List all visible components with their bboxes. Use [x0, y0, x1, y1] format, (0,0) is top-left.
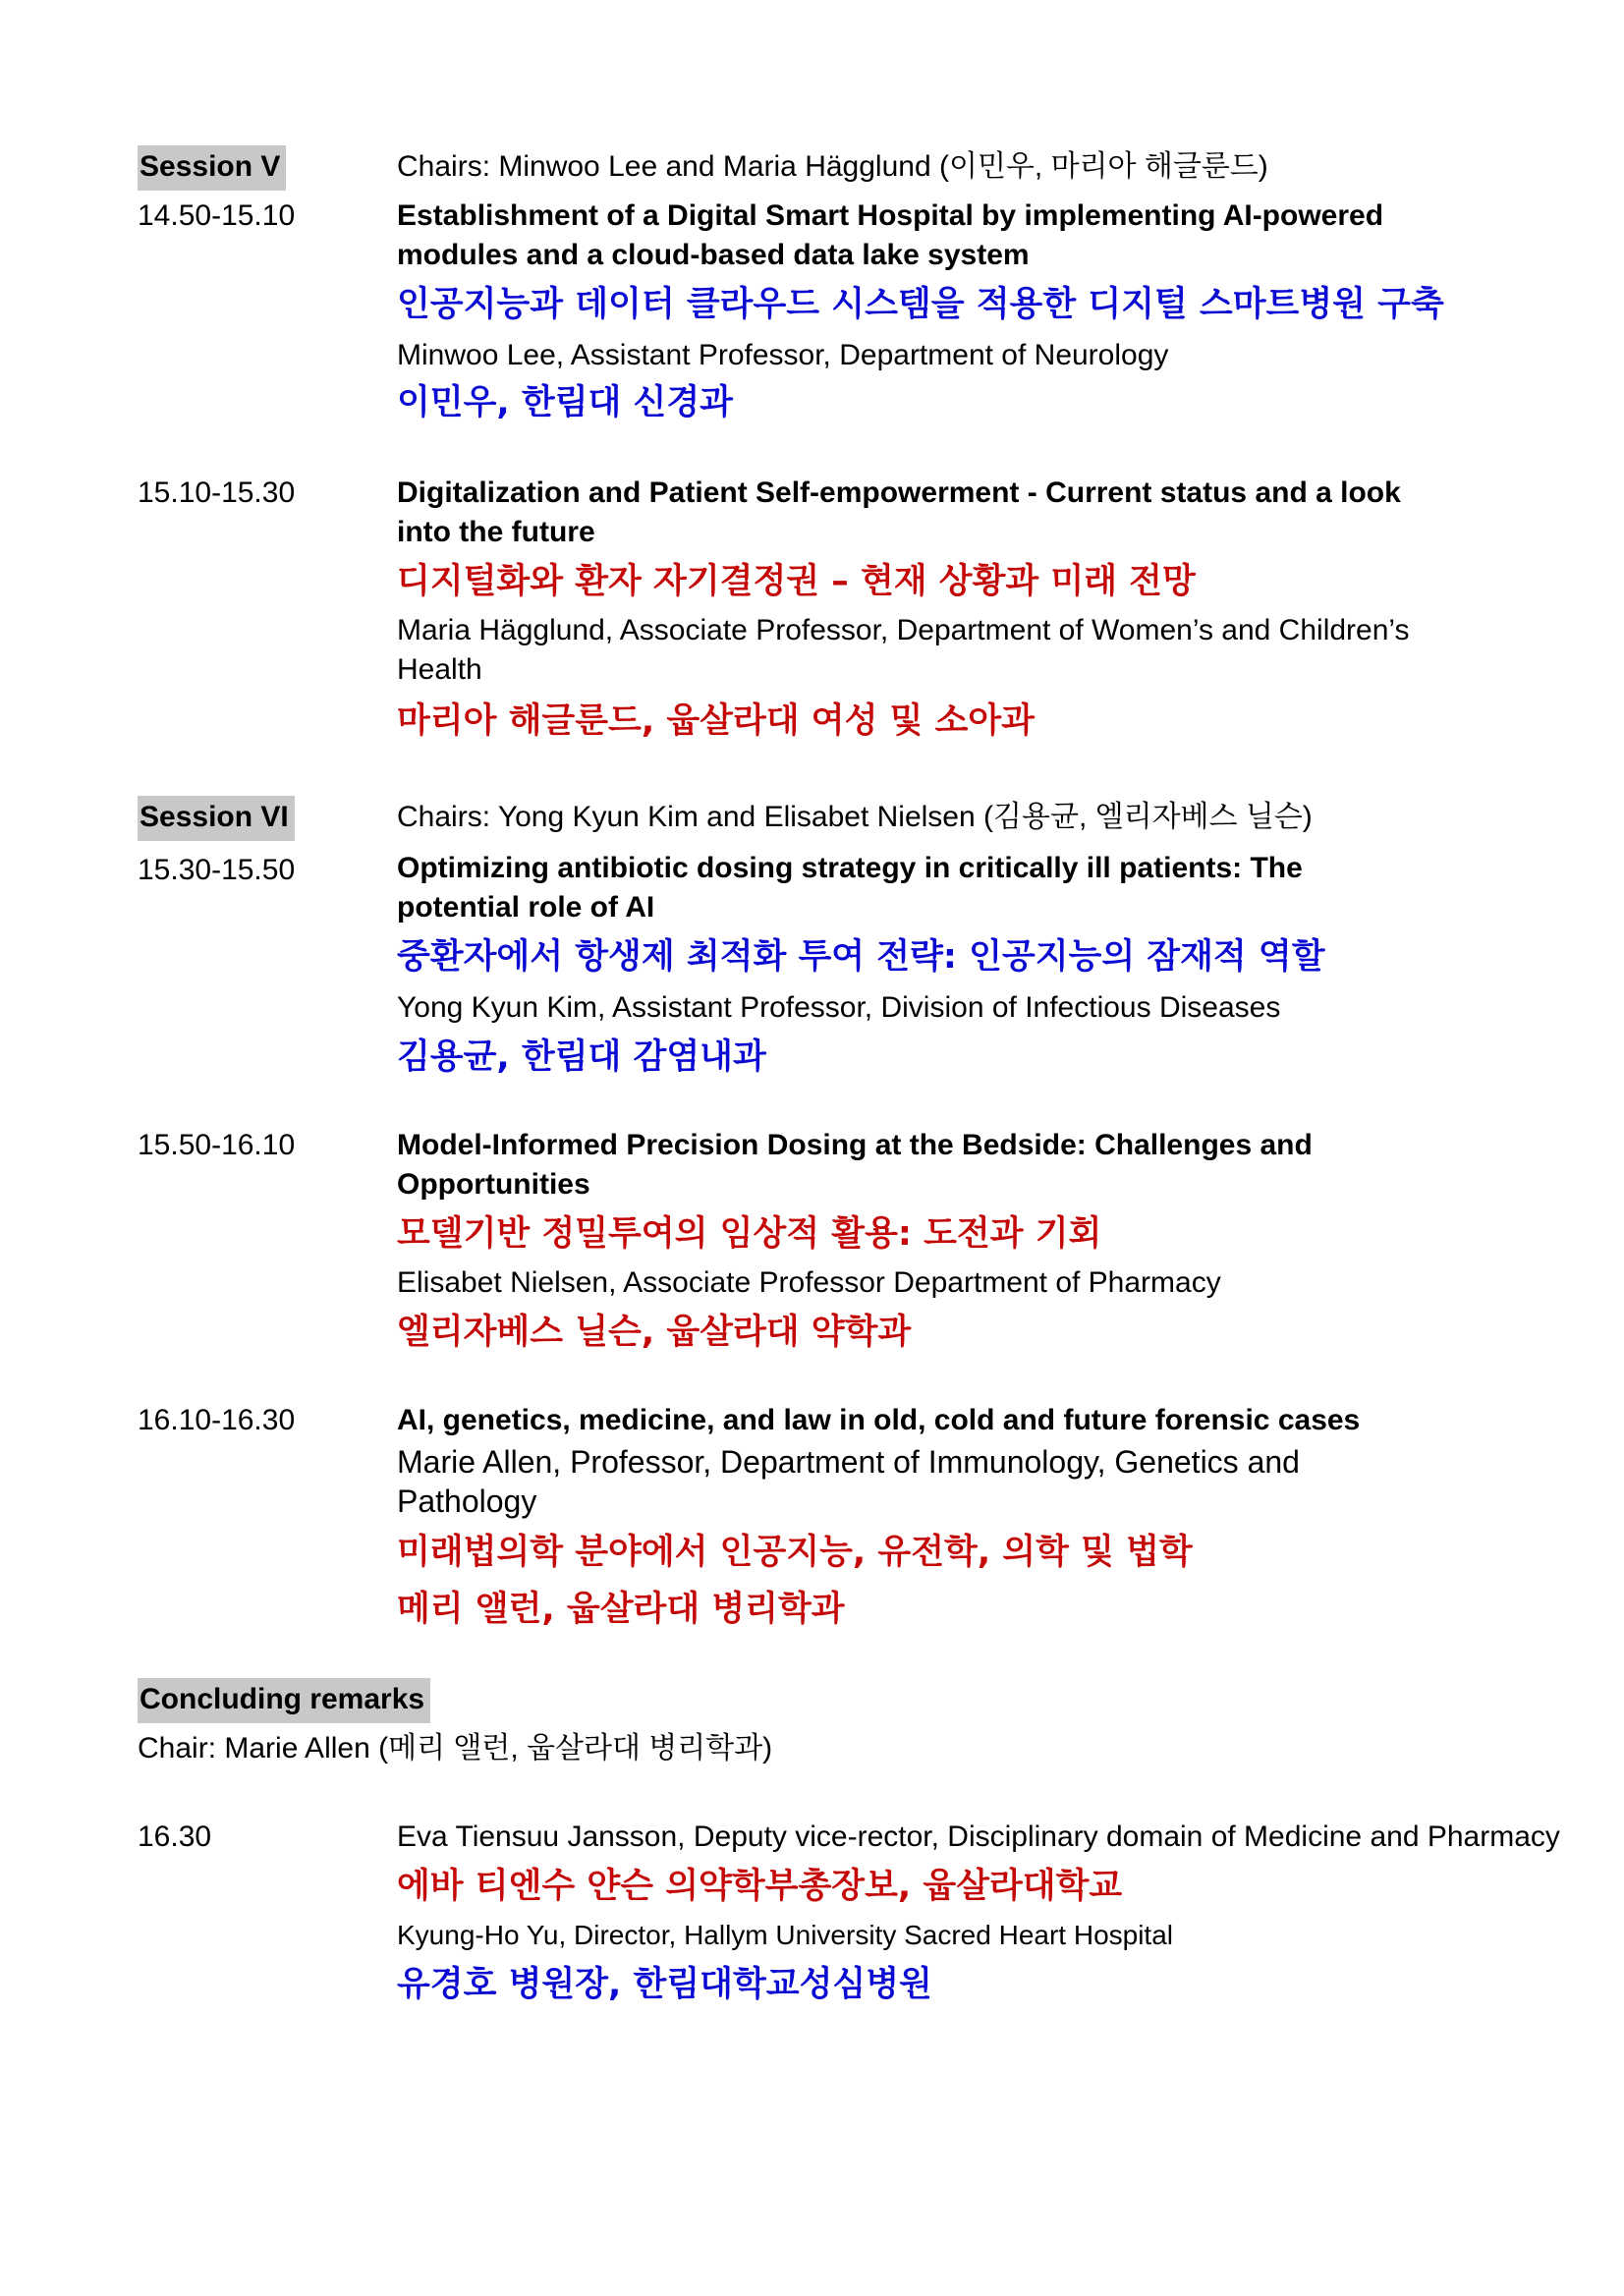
talk-3-title-kr: 중환자에서 항생제 최적화 투여 전략: 인공지능의 잠재적 역할 — [397, 937, 1325, 977]
talk-4-title-kr: 모델기반 정밀투여의 임상적 활용: 도전과 기회 — [397, 1214, 1102, 1254]
talk-5-speaker-kr: 메리 앨런, 웁살라대 병리학과 — [397, 1590, 845, 1629]
talk-5-title-kr: 미래법의학 분야에서 인공지능, 유전학, 의학 및 법학 — [397, 1533, 1193, 1572]
talk-4-time: 15.50-16.10 — [138, 1129, 296, 1161]
talk-2-time: 15.10-15.30 — [138, 476, 296, 509]
talk-3-speaker-kr: 김용균, 한림대 감염내과 — [397, 1037, 766, 1077]
talk-4-speaker: Elisabet Nielsen, Associate Professor Department of Pharmacy — [397, 1266, 1221, 1299]
session-v-label: Session V — [138, 145, 286, 191]
talk-1-speaker-kr: 이민우, 한림대 신경과 — [397, 383, 733, 422]
talk-3-speaker: Yong Kyun Kim, Assistant Professor, Division of Infectious Diseases — [397, 991, 1281, 1024]
talk-4-title: Model-Informed Precision Dosing at the Bedside: Challenges and Opportunities — [397, 1129, 1313, 1201]
concluding-time: 16.30 — [138, 1820, 212, 1853]
session-v-chairs: Chairs: Minwoo Lee and Maria Hägglund (이민우, 마리아 해글룬드) — [397, 150, 1268, 183]
talk-5-time: 16.10-16.30 — [138, 1404, 296, 1436]
concluding-speaker-2-kr: 유경호 병원장, 한림대학교성심병원 — [397, 1965, 932, 2004]
talk-1-title: Establishment of a Digital Smart Hospital by implementing AI-powered modules and a cloud-based data lake system — [397, 199, 1384, 271]
session-vi-chairs: Chairs: Yong Kyun Kim and Elisabet Nielsen (김용균, 엘리자베스 닐슨) — [397, 801, 1313, 833]
concluding-speaker-1: Eva Tiensuu Jansson, Deputy vice-rector, Disciplinary domain of Medicine and Pharmacy — [397, 1820, 1560, 1853]
session-vi-label: Session VI — [138, 796, 295, 841]
concluding-remarks-label: Concluding remarks — [138, 1678, 430, 1723]
talk-2-title: Digitalization and Patient Self-empowerment - Current status and a look into the future — [397, 476, 1401, 548]
concluding-speaker-2: Kyung-Ho Yu, Director, Hallym University Sacred Heart Hospital — [397, 1920, 1174, 1950]
talk-5-title: AI, genetics, medicine, and law in old, cold and future forensic cases — [397, 1404, 1361, 1436]
talk-2-speaker: Maria Hägglund, Associate Professor, Department of Women’s and Children’s Health — [397, 614, 1410, 686]
talk-3-time: 15.30-15.50 — [138, 854, 296, 886]
talk-3-title: Optimizing antibiotic dosing strategy in critically ill patients: The potential role of AI — [397, 852, 1303, 924]
talk-4-speaker-kr: 엘리자베스 닐슨, 웁살라대 약학과 — [397, 1313, 912, 1352]
concluding-chair: Chair: Marie Allen (메리 앨런, 웁살라대 병리학과) — [138, 1732, 773, 1764]
talk-1-speaker: Minwoo Lee, Assistant Professor, Department of Neurology — [397, 339, 1169, 371]
talk-2-title-kr: 디지털화와 환자 자기결정권 – 현재 상황과 미래 전망 — [397, 562, 1196, 601]
talk-2-speaker-kr: 마리아 해글룬드, 웁살라대 여성 및 소아과 — [397, 701, 1035, 741]
talk-1-time: 14.50-15.10 — [138, 199, 296, 232]
talk-1-title-kr: 인공지능과 데이터 클라우드 시스템을 적용한 디지털 스마트병원 구축 — [397, 285, 1444, 324]
concluding-speaker-1-kr: 에바 티엔수 얀슨 의약학부총장보, 웁살라대학교 — [397, 1867, 1123, 1906]
talk-5-speaker: Marie Allen, Professor, Department of Immunology, Genetics and Pathology — [397, 1444, 1300, 1519]
